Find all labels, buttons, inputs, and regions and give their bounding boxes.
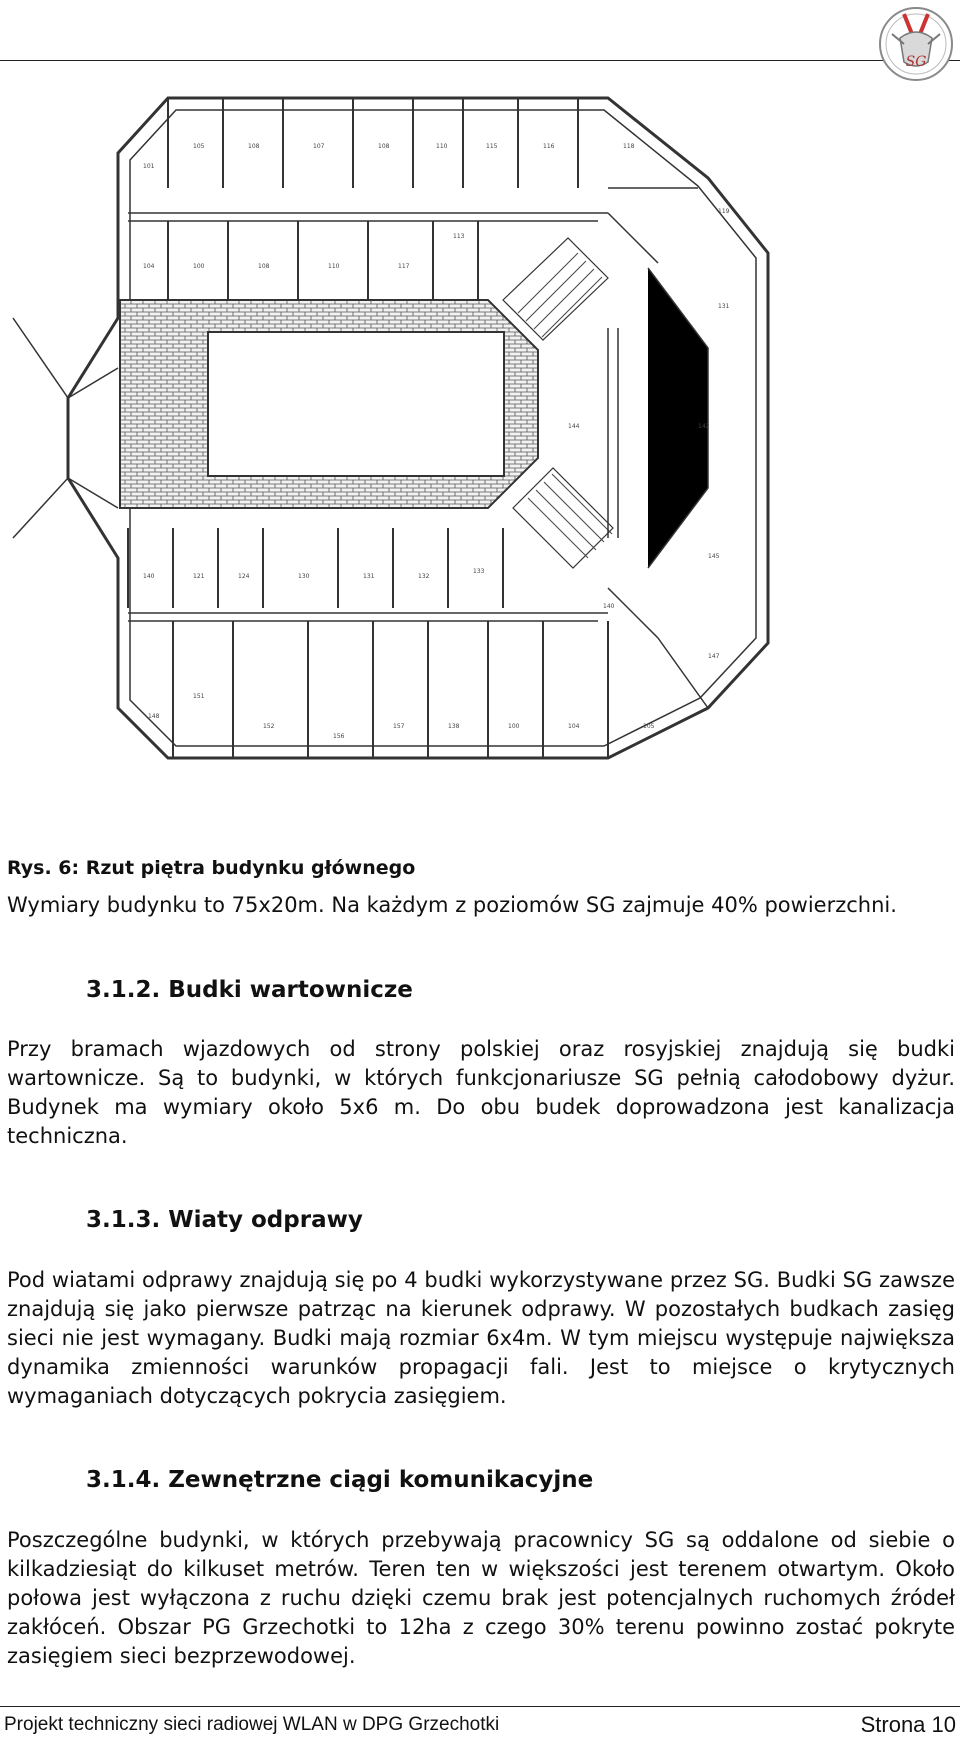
room-label: 156 <box>333 733 345 740</box>
room-label: 117 <box>398 263 410 270</box>
room-label: 108 <box>258 263 270 270</box>
section-text-external-routes: Poszczególne budynki, w których przebywają pracownicy SG są oddalone od siebie o kilkadziesiąt do kilkuset metrów. Teren ten w większości jest terenem otwartym. Około połowa jest wyłączona z ruchu dzięki czemu brak jest potencjalnych ruchomych źródeł zakłóceń. Obszar PG Grzechotki to 12ha z czego 30% terenu powinno zostać pokryte zasięgiem sieci bezprzewodowej. <box>7 1528 955 1668</box>
room-label: 104 <box>143 263 155 270</box>
logo-text: SG <box>905 54 927 70</box>
room-label: 100 <box>508 723 520 730</box>
page-number: Strona 10 <box>860 1712 956 1737</box>
border-guard-emblem-icon <box>878 4 954 86</box>
section-text-clearance-shelters: Pod wiatami odprawy znajdują się po 4 budki wykorzystywane przez SG. Budki SG zawsze znajdują się jako pierwsze patrząc na kierunek odprawy. W pozostałych budkach zasięg sieci nie jest wymagany. Budki mają rozmiar 6x4m. W tym miejscu występuje największa dynamika zmienności warunków propagacji fali. Jest to miejsce o krytycznych wymaganiach dotyczących pokrycia zasięgiem. <box>7 1268 955 1408</box>
footer-rule <box>0 1706 960 1707</box>
room-label: 101 <box>143 163 155 170</box>
intro-text: Wymiary budynku to 75x20m. Na każdym z poziomów SG zajmuje 40% powierzchni. <box>7 893 897 917</box>
room-label: 105 <box>643 723 655 730</box>
room-label: 115 <box>486 143 498 150</box>
header-rule <box>0 60 960 61</box>
section-text-guard-booths: Przy bramach wjazdowych od strony polskiej oraz rosyjskiej znajdują się budki wartownicze. Są to budynki, w których funkcjonariusze SG pełnią całodobowy dyżur. Budynek ma wymiary około 5x6 m. Do obu budek doprowadzona jest kanalizacja techniczna. <box>7 1037 955 1148</box>
section-heading-guard-booths: 3.1.2. Budki wartownicze <box>86 977 413 1003</box>
room-label: 157 <box>393 723 405 730</box>
room-label: 104 <box>568 723 580 730</box>
room-label: 108 <box>248 143 260 150</box>
room-label: 140 <box>143 573 155 580</box>
room-label: 119 <box>718 208 730 215</box>
room-label: 105 <box>193 143 205 150</box>
room-label: 138 <box>448 723 460 730</box>
room-label: 142 <box>698 423 710 430</box>
room-label: 110 <box>436 143 448 150</box>
section-heading-clearance-shelters: 3.1.3. Wiaty odprawy <box>86 1207 363 1233</box>
floor-plan-drawing <box>8 68 854 800</box>
room-label: 113 <box>453 233 465 240</box>
room-label: 100 <box>193 263 205 270</box>
room-label: 152 <box>263 723 275 730</box>
room-label: 118 <box>623 143 635 150</box>
room-label: 108 <box>378 143 390 150</box>
room-label: 124 <box>238 573 250 580</box>
room-label: 140 <box>603 603 615 610</box>
room-label: 133 <box>473 568 485 575</box>
room-label: 132 <box>418 573 430 580</box>
room-label: 147 <box>708 653 720 660</box>
room-label: 110 <box>328 263 340 270</box>
room-label: 131 <box>718 303 730 310</box>
section-heading-external-routes: 3.1.4. Zewnętrzne ciągi komunikacyjne <box>86 1467 594 1493</box>
room-label: 148 <box>148 713 160 720</box>
figure-caption: Rys. 6: Rzut piętra budynku głównego <box>7 857 416 879</box>
room-label: 107 <box>313 143 325 150</box>
room-label: 116 <box>543 143 555 150</box>
room-label: 130 <box>298 573 310 580</box>
room-label: 144 <box>568 423 580 430</box>
room-label: 151 <box>193 693 205 700</box>
footer-title: Projekt techniczny sieci radiowej WLAN w DPG Grzechotki <box>4 1714 500 1735</box>
room-label: 131 <box>363 573 375 580</box>
room-label: 121 <box>193 573 205 580</box>
room-label: 145 <box>708 553 720 560</box>
